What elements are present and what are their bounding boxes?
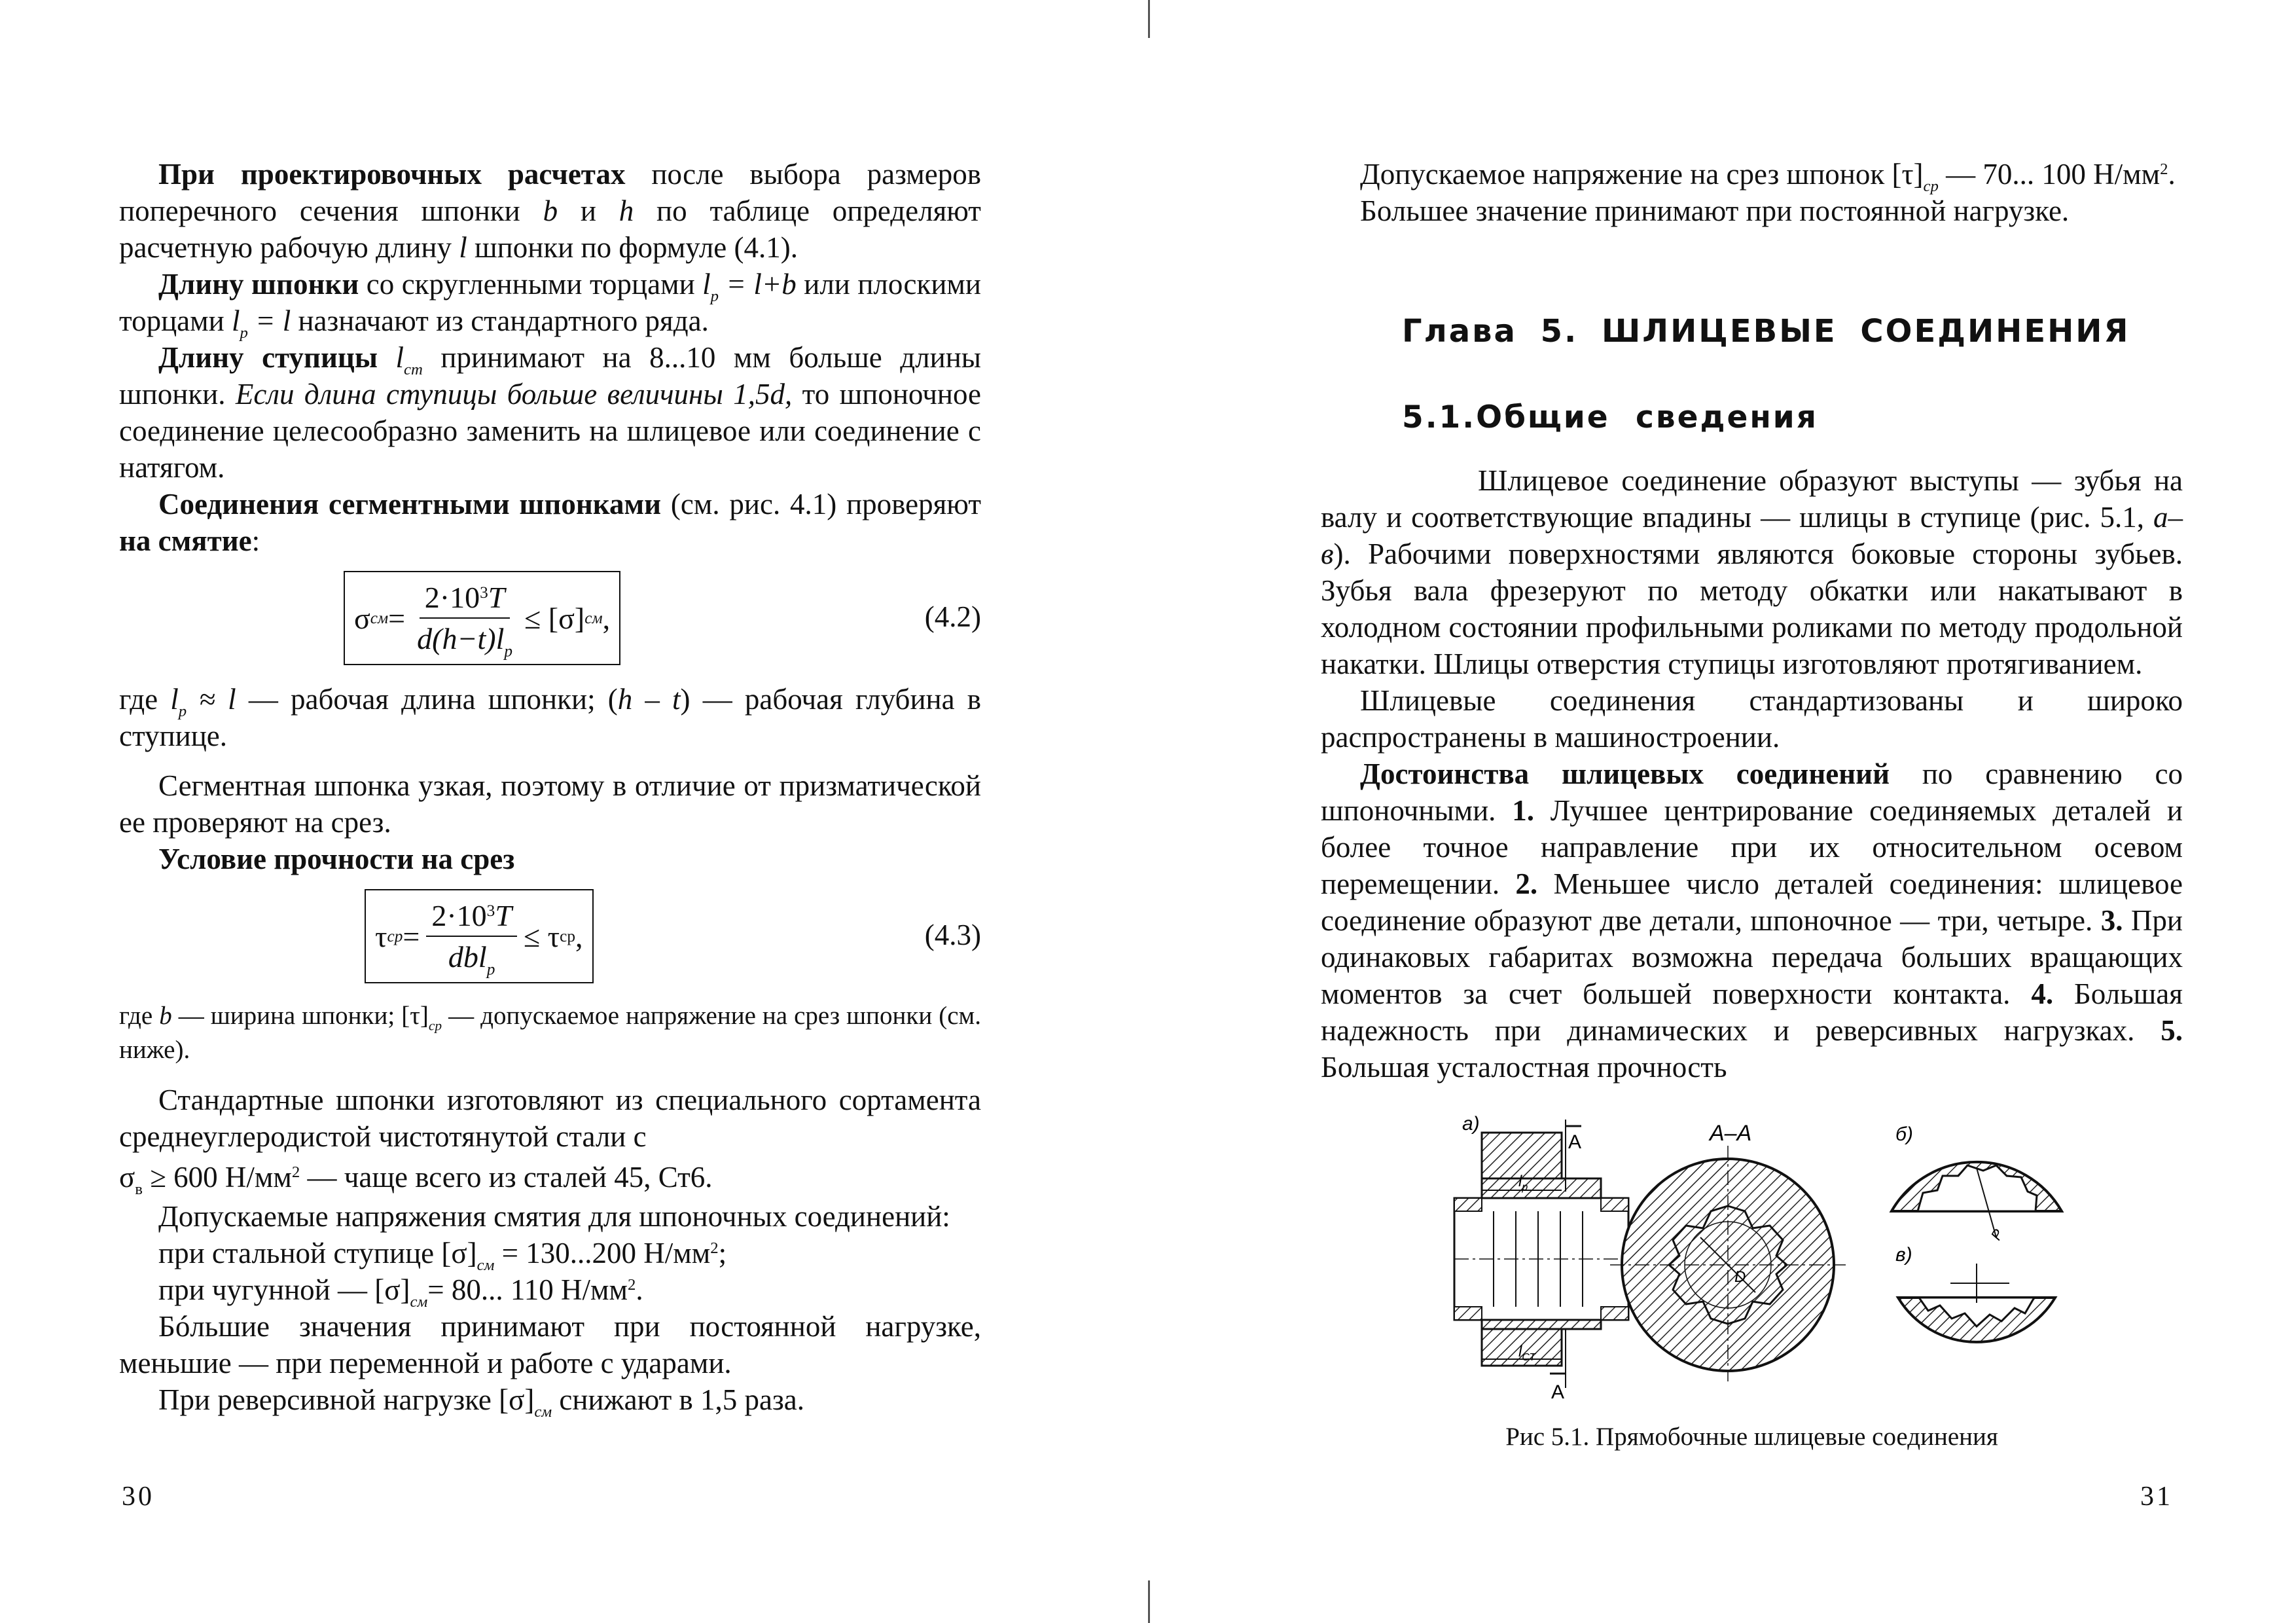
- figure-v-triangular: [1895, 1244, 2055, 1342]
- figure-a-longitudinal-section: [1454, 1113, 1628, 1401]
- figure-label-section-bottom: А: [1551, 1381, 1565, 1401]
- section-title: 5.1.Общие сведения: [1402, 399, 1818, 435]
- figure-label-a: а): [1462, 1113, 1480, 1135]
- paragraph-shear-condition: Условие прочности на срез: [158, 843, 515, 875]
- paragraph-cast-iron-hub: при чугунной — $[\sigma]_{см}= 80$... 110 $Н/мм^2$.: [158, 1273, 643, 1311]
- figure-label-AA: А–А: [1710, 1121, 1752, 1146]
- right-page-body: [1321, 462, 2183, 1085]
- formula-4-2-box: σ см = $\frac{2\cdot 10^3T}{d(h-t)l_p}$ ≤ [σ] см ,: [344, 571, 620, 665]
- equation-number-4-2: (4.2): [924, 600, 981, 633]
- figure-label-v: в): [1895, 1244, 1912, 1266]
- left-page: [119, 156, 982, 1421]
- figure-b-involute: [1892, 1123, 2062, 1243]
- paragraph-allowable-stress: Допускаемые напряжения смятия для шпоночных соединений:: [158, 1200, 950, 1233]
- right-page: [1321, 156, 2183, 229]
- figure-label-d: D: [1734, 1268, 1746, 1286]
- formula-4-3: [119, 889, 981, 987]
- equation-number-4-3: (4.3): [924, 919, 981, 951]
- paragraph-standard-keys: Стандартные шпонки изготовляют из специального сортамента среднеуглеродистой чистотянутой стали с: [119, 1084, 981, 1153]
- paragraph-shear-allowable: Допускаемое напряжение на срез шпонок $[\tau]_{ср}$ — 70... 100 $Н/мм^2$.: [1360, 158, 2176, 196]
- page-number-right: 31: [2140, 1482, 2173, 1512]
- paragraph-design-calc: При проектировочных расчетах после выбора размеров поперечного сечения шпонки b и h по таблице определяют расчетную рабочую длину l шпонки по формуле (4.1).: [119, 158, 981, 264]
- figure-label-b: б): [1895, 1123, 1913, 1145]
- figure-caption: Рис 5.1. Прямобочные шлицевые соединения: [1505, 1423, 1998, 1451]
- formula-4-3-box: τ ср = $\frac{2\cdot 10^3T}{dbl_p}$ ≤ τ ср ,: [365, 889, 594, 983]
- paragraph-steel-grade: $\sigma_в \ge 600$ $Н/мм^2$ — чаще всего из сталей 45, Ст6.: [119, 1161, 713, 1199]
- figure-cross-section-AA: [1610, 1121, 1846, 1381]
- paragraph-segment-narrow: Сегментная шпонка узкая, поэтому в отличие от призматической ее проверяют на срез.: [119, 769, 981, 839]
- paragraph-standardized: Шлицевые соединения стандартизованы и широко распространены в машиностроении.: [1321, 684, 2183, 754]
- paragraph-hub-length: Длину ступицы $l_{ст}$ принимают на 8...10 мм больше длины шпонки. Если длина ступицы больше величины 1,5d, то шпоночное соединение целесообразно заменить на шлицевое или соединение с натягом.: [119, 341, 982, 484]
- page-number-left: 30: [122, 1482, 154, 1512]
- paragraph-bigger-value: Большее значение принимают при постоянной нагрузке.: [1360, 194, 2070, 227]
- paragraph-spline-definition: Шлицевое соединение образуют выступы — зубья на валу и соответствующие впадины — шлицы в ступице (рис. 5.1, а–в). Рабочими поверхностями являются боковые стороны зубьев. Зубья вала фрезеруют по методу обкатки или накатывают в холодном состоянии профильными роликами по методу продольной накатки. Шлицы отверстия ступицы изготовляют протягиванием.: [1321, 464, 2183, 680]
- figure-label-lp: $l_р$: [1518, 1173, 1528, 1193]
- paragraph-greater-values: Бóльшие значения принимают при постоянной нагрузке, меньшие — при переменной и работе с ударами.: [119, 1310, 981, 1379]
- figure-label-lst: $l_{СТ}$: [1518, 1343, 1536, 1363]
- formula-4-2: [119, 571, 981, 669]
- paragraph-reverse-load: При реверсивной нагрузке $[\sigma]_{см}$ снижают в 1,5 раза.: [158, 1383, 805, 1421]
- paragraph-segment-keys: Соединения сегментными шпонками (см. рис. 4.1) проверяют на смятие:: [119, 488, 982, 557]
- page-fold-bottom: [1148, 1580, 1150, 1623]
- paragraph-steel-hub: при стальной ступице $[\sigma]_{см} = 130...200$ $Н/мм^2$;: [158, 1237, 727, 1275]
- paragraph-key-length: Длину шпонки со скругленными торцами $l_p = l+b$ или плоскими торцами $l_p = l$ назначают из стандартного ряда.: [119, 268, 981, 342]
- page-fold-top: [1148, 0, 1150, 38]
- paragraph-advantages: Достоинства шлицевых соединений по сравнению со шпоночными. 1. Лучшее центрирование соединяемых деталей и более точное направление при их относительном осевом перемещении. 2. Меньшее число деталей соединения: шлицевое соединение образуют две детали, шпоночное — три, четыре. 3. При одинаковых габаритах возможна передача больших вращающих моментов за счет большей поверхности контакта. 4. Большая надежность при динамических и реверсивных нагрузках. 5. Большая усталостная прочность: [1321, 757, 2183, 1084]
- paragraph-where-b: где b — ширина шпонки; $[\tau]_{ср}$ — допускаемое напряжение на срез шпонки (см. ниже).: [119, 1002, 981, 1064]
- figure-spline-joints: [1453, 1113, 2068, 1401]
- figure-label-r: Р: [1987, 1226, 2007, 1243]
- chapter-title: Глава 5. ШЛИЦЕВЫЕ СОЕДИНЕНИЯ: [1402, 313, 2130, 350]
- paragraph-where-lp: где $l_p \approx l$ — рабочая длина шпонки; (h – t) — рабочая глубина в ступице.: [119, 683, 981, 752]
- figure-label-section-top: А: [1568, 1131, 1582, 1153]
